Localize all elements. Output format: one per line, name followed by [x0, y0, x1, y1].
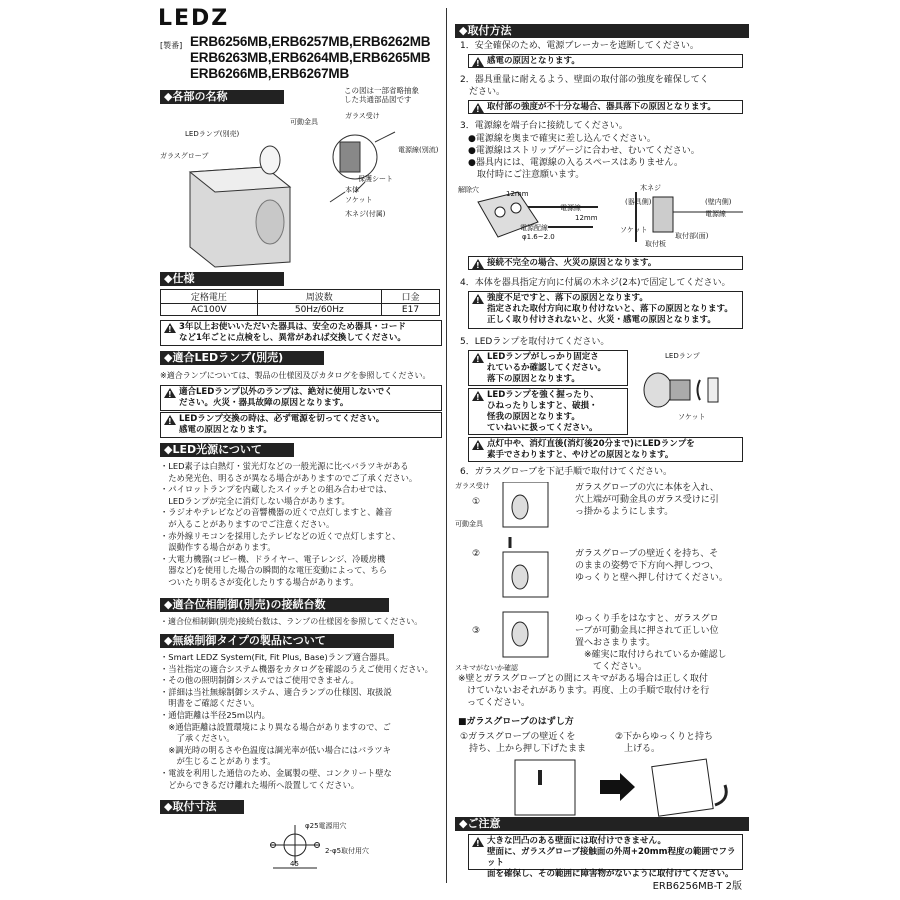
- install-warning: ! 取付部の強度が不十分な場合、器具落下の原因となります。: [468, 100, 743, 114]
- lamp-note: ※適合ランプについては、製品の仕様図及びカタログを参照してください。: [160, 371, 431, 380]
- note-line: ・Smart LEDZ System(Fit, Fit Plus, Base)ランプ適合器具。: [160, 652, 395, 662]
- caution-warning: ! 大きな凹凸のある壁面には取付けできません。 壁面に、ガラスグローブ接触面の外周+20mm程度の範囲でフラット 面を確保し、その範囲に障害物がないように取付けてください。: [468, 834, 743, 870]
- led-label: LEDランプ: [665, 352, 700, 360]
- install-step-4: 4．本体を器具指定方向に付属の木ネジ(2本)で固定してください。: [460, 278, 731, 288]
- install-heading: ◆取付方法: [455, 24, 749, 38]
- note-line: ・その他の照明制御システムではご使用できません。: [160, 675, 359, 686]
- step-text: てください。: [575, 662, 648, 672]
- spec-header: 定格電圧: [161, 290, 258, 304]
- install-warning: ! 接続不完全の場合、火災の原因となります。: [468, 256, 743, 270]
- step-text: 置へおさまります。: [575, 638, 656, 648]
- install-warning: ! LEDランプがしっかり固定さ れているか確認してください。 落下の原因となります。: [468, 350, 628, 386]
- label-glass-globe: ガラスグローブ: [160, 152, 209, 160]
- label-power: 電源線(別流): [398, 146, 439, 154]
- fig-socket: ソケット: [620, 226, 648, 234]
- model-line: ERB6263MB,ERB6264MB,ERB6265MB: [190, 50, 431, 65]
- fig-wire: 電源配線: [520, 224, 548, 232]
- fig-body: (器具側): [625, 198, 652, 206]
- remove-step-2: ②下からゆっくりと持ち: [615, 732, 713, 742]
- fig-wall: (壁内側): [705, 198, 732, 206]
- glass-steps-diagram: [495, 482, 565, 667]
- label-socket: ソケット: [345, 196, 373, 204]
- install-bullet: 取付時にご注意願います。: [468, 170, 585, 180]
- note-line: ※調光時の明るさや色温度は調光率が低い場合にはバラツキ: [160, 744, 391, 755]
- glass-hook-label: ガラス受け: [455, 482, 490, 490]
- label-glass-hook: ガラス受け: [345, 112, 380, 120]
- wiring-diagram: [458, 182, 748, 254]
- model-line: ERB6256MB,ERB6257MB,ERB6262MB: [190, 34, 431, 49]
- label-movable: 可動金具: [290, 118, 318, 126]
- step-number: ①: [472, 497, 481, 507]
- gap-note: ※壁とガラスグローブとの間にスキマがある場合は正しく取付: [458, 674, 708, 684]
- install-bullet: ●電源線を奥まで確実に差し込んでください。: [468, 134, 656, 144]
- fig-12mm: 12mm: [506, 190, 529, 198]
- no-gap-label: スキマがないか確認: [455, 664, 518, 672]
- model-line: ERB6266MB,ERB6267MB: [190, 66, 350, 81]
- note-line: ついたり明るさが変化したりする場合があります。: [160, 577, 359, 587]
- step-number: ③: [472, 626, 481, 636]
- warning-icon: [472, 57, 484, 67]
- column-divider: [446, 8, 447, 883]
- step-text: 穴上端が可動金具のガラス受けに引: [575, 495, 719, 505]
- note-line: どからできるだけ離れた場所へ設置してください。: [160, 779, 360, 790]
- warning-icon: [164, 323, 176, 333]
- warning-icon: [472, 837, 484, 847]
- warning-icon: [164, 415, 176, 425]
- warning-icon: [472, 103, 484, 113]
- fig-screw: 木ネジ: [640, 184, 661, 192]
- model-list: [190, 34, 430, 82]
- dims-hole: φ25電源用穴: [305, 822, 347, 830]
- dims-heading: ◆取付寸法: [160, 800, 244, 814]
- install-warning: ! 点灯中や、消灯直後(消灯後20分まで)にLEDランプを 素手でさわりますと、やけどの原因となります。: [468, 437, 743, 462]
- gap-note: けていないおそれがあります。再度、上の手順で取付けを行: [458, 686, 710, 696]
- step-text: ガラスグローブの穴に本体を入れ、: [575, 483, 719, 493]
- remove-step-1: ①ガラスグローブの壁近くを: [460, 732, 576, 742]
- warning-icon: [472, 353, 484, 363]
- note-line: 明書をご確認ください。: [160, 698, 260, 709]
- step-number: ②: [472, 549, 481, 559]
- dims-holes: 2-φ5取付用穴: [325, 847, 370, 855]
- remove-step-1b: 持ち、上から押し下げたまま: [460, 744, 587, 754]
- step-text: っ掛かるようにします。: [575, 507, 674, 517]
- spec-warning: ! 3年以上お使いいただいた器具は、安全のため器具・コード など1年ごとに点検をし、異常があれば交換してください。: [160, 320, 442, 346]
- brand-logo: LEDZ: [158, 6, 230, 31]
- fig-dia: φ1.6~2.0: [522, 233, 555, 241]
- document-code: ERB6256MB-T 2版: [652, 881, 742, 892]
- note-line: ・大電力機器(コピー機、ドライヤー、電子レンジ、冷暖房機: [160, 553, 386, 564]
- note-line: ※通信距離は設置環境により異なる場合がありますので、ご: [160, 721, 391, 732]
- install-step-2b: ださい。: [460, 87, 506, 97]
- note-line: ・詳細は当社無線制御システム、適合ランプの仕様図、取扱説: [160, 686, 392, 697]
- spec-value: AC100V: [161, 304, 258, 316]
- wireless-heading: ◆無線制御タイプの製品について: [160, 634, 394, 648]
- label-led: LEDランプ(別売): [185, 130, 240, 138]
- fig-power2: 電源線: [705, 210, 726, 218]
- spec-table: [160, 289, 440, 316]
- fig-mount: 取付部(面): [675, 232, 709, 240]
- step-text: ーブが可動金具に押されて正しい位: [575, 626, 719, 636]
- socket-label: ソケット: [678, 413, 706, 421]
- warning-icon: [164, 388, 176, 398]
- led-diagram: [640, 360, 740, 420]
- install-step-6: 6．ガラスグローブを下記手順で取付けてください。: [460, 467, 673, 477]
- fig-power: 電源線: [560, 204, 581, 212]
- step-text: のままの姿勢で下方向へ押しつつ、: [575, 561, 719, 571]
- note-line: ・LED素子は白熱灯・蛍光灯などの一般光源に比べバラツキがある: [160, 461, 409, 471]
- label-sheet: 保護シート: [358, 175, 393, 183]
- caution-heading: ◆ご注意: [455, 817, 749, 831]
- remove-title: ■ガラスグローブのはずし方: [458, 717, 574, 727]
- note-line: 器など)を使用した場合の瞬間的な電圧変動によって、ちら: [160, 565, 388, 576]
- remove-step-2b: 上げる。: [615, 744, 661, 754]
- step-text: ゆっくりと壁へ押し付けてください。: [575, 573, 728, 583]
- install-bullet: ●電源線はストリップゲージに合わせ、むいてください。: [468, 146, 700, 156]
- warning-icon: [472, 440, 484, 450]
- label-screw: 木ネジ(付属): [345, 210, 386, 218]
- install-warning: ! LEDランプを強く握ったり、 ひねったりしますと、破損・ 怪我の原因となります。 ていねいに扱ってください。: [468, 388, 628, 435]
- label-body: 本体: [345, 186, 359, 194]
- install-step-3: 3．電源線を端子台に接続してください。: [460, 121, 628, 131]
- lamp-warning: ! 適合LEDランプ以外のランプは、絶対に使用しないでく ださい。火災・器具故障の原因となります。: [160, 385, 442, 411]
- note-line: ため発光色、明るさが異なる場合がありますのでご了承ください。: [160, 472, 418, 483]
- fig-plate: 取付板: [645, 240, 666, 248]
- led-heading: ◆LED光源について: [160, 443, 294, 457]
- step-text: ガラスグローブの壁近くを持ち、そ: [575, 549, 719, 559]
- note-line: ・パイロットランプを内蔵したスイッチとの組み合わせでは、: [160, 484, 392, 495]
- parts-note: した共通部品図です: [344, 95, 412, 104]
- fig-release: 解除穴: [458, 186, 479, 194]
- spec-value: 50Hz/60Hz: [257, 304, 381, 316]
- lamp-heading: ◆適合LEDランプ(別売): [160, 351, 324, 365]
- movable-label: 可動金具: [455, 520, 483, 528]
- remove-diagram: [505, 755, 745, 820]
- fig-12mm-b: 12mm: [575, 214, 598, 222]
- note-line: ・当社指定の適合システム機器をカタログを確認のうえご使用ください。: [160, 663, 433, 674]
- parts-note: この図は一部省略抽象: [344, 86, 419, 95]
- note-line: LEDランプが完全に消灯しない場合があります。: [160, 495, 350, 506]
- step-text: ※確実に取付けられているか確認し: [575, 650, 727, 660]
- note-line: ・通信距離は半径25m以内。: [160, 710, 270, 720]
- spec-heading: ◆仕様: [160, 272, 284, 286]
- warning-icon: [472, 294, 484, 304]
- warning-icon: [472, 391, 484, 401]
- note-line: が入ることがありますのでご注意ください。: [160, 519, 335, 529]
- note-line: 了承ください。: [160, 733, 235, 744]
- note-line: ・電波を利用した通信のため、金属製の壁、コンクリート壁な: [160, 768, 392, 778]
- dims-width: 45: [290, 860, 299, 868]
- note-line: が生じることがあります。: [160, 756, 276, 767]
- warning-icon: [472, 259, 484, 269]
- spec-value: E17: [381, 304, 439, 316]
- gap-note: ってください。: [458, 698, 531, 708]
- note-line: ・ラジオやテレビなどの音響機器の近くで点灯しますと、雑音: [160, 507, 393, 518]
- dimmer-note: ・適合位相制御(別売)接続台数は、ランプの仕様図を参照してください。: [160, 617, 423, 626]
- lamp-warning: ! LEDランプ交換の時は、必ず電源を切ってください。 感電の原因となります。: [160, 412, 442, 438]
- install-step-5: 5．LEDランプを取付けてください。: [460, 337, 610, 347]
- note-line: ・赤外線リモコンを採用したテレビなどの近くで点灯しますと、: [160, 530, 401, 541]
- install-bullet: ●器具内には、電源線の入るスペースはありません。: [468, 158, 683, 168]
- step-text: ゆっくり手をはなすと、ガラスグロ: [575, 614, 719, 624]
- install-step-2: 2．器具重量に耐えるよう、壁面の取付部の強度を確保してく: [460, 75, 709, 85]
- parts-heading: ◆各部の名称: [160, 90, 284, 104]
- spec-header: 口金: [381, 290, 439, 304]
- reg-label: [製番]: [160, 41, 183, 50]
- spec-header: 周波数: [257, 290, 381, 304]
- install-step-1: 1．安全確保のため、電源ブレーカーを遮断してください。: [460, 41, 699, 51]
- install-warning: ! 感電の原因となります。: [468, 54, 743, 68]
- dimmer-heading: ◆適合位相制御(別売)の接続台数: [160, 598, 389, 612]
- install-warning: ! 強度不足ですと、落下の原因となります。 指定された取付方向に取り付けないと、落下の原因となります。 正しく取り付けされないと、火災・感電の原因となります。: [468, 291, 743, 329]
- note-line: 誤動作する場合があります。: [160, 542, 276, 553]
